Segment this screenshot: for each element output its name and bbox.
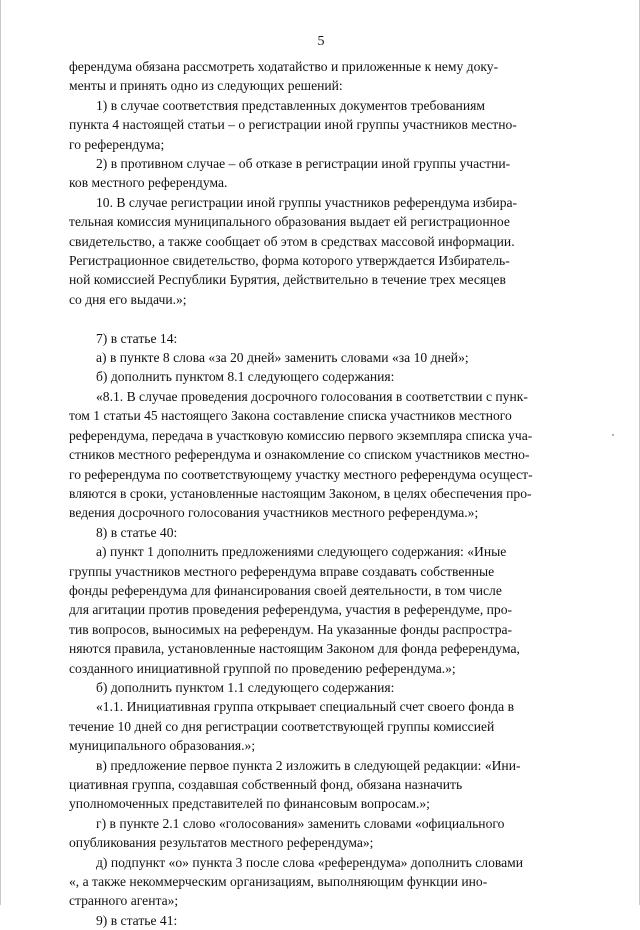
text-line: б) дополнить пунктом 1.1 следующего содержания:	[96, 679, 395, 695]
page-number: 5	[317, 34, 325, 49]
text-line: ной комиссией Республики Бурятия, действительно в течение трех месяцев	[69, 272, 506, 288]
text-line: няются правила, установленные настоящим Законом для фонда референдума,	[69, 641, 520, 657]
text-line: 7) в статье 14:	[96, 330, 178, 346]
text-line: группы участников местного референдума вправе создавать собственные	[69, 563, 495, 579]
document-body	[69, 57, 579, 930]
text-line: референдума, передача в участковую комиссию первого экземпляра списка уча-	[69, 427, 533, 443]
text-line: а) пункт 1 дополнить предложениями следующего содержания: «Иные	[96, 544, 507, 560]
text-line: уполномоченных представителей по финансовым вопросам.»;	[69, 796, 430, 812]
text-line: ферендума обязана рассмотреть ходатайство и приложенные к нему доку-	[69, 59, 499, 74]
text-line: а) в пункте 8 слова «за 20 дней» заменить словами «за 10 дней»;	[96, 350, 469, 366]
text-line: в) предложение первое пункта 2 изложить в следующей редакции: «Ини-	[96, 757, 521, 773]
blank-line	[69, 309, 579, 328]
text-line: пункта 4 настоящей статьи – о регистрации иной группы участников местно-	[69, 117, 517, 133]
text-line: тельная комиссия муниципального образования выдает ей регистрационное	[69, 214, 510, 230]
text-line: течение 10 дней со дня регистрации соответствующей группы комиссией	[69, 718, 495, 734]
text-line: 8) в статье 40:	[96, 524, 178, 540]
text-line: 2) в противном случае – об отказе в регистрации иной группы участни-	[96, 156, 511, 172]
text-line: том 1 статьи 45 настоящего Закона составление списка участников местного	[69, 408, 512, 424]
text-line: б) дополнить пунктом 8.1 следующего содержания:	[96, 369, 395, 385]
text-line: д) подпункт «о» пункта 3 после слова «референдума» дополнить словами	[96, 854, 524, 870]
text-line: муниципального образования.»;	[69, 738, 256, 754]
text-line: менты и принять одно из следующих решений:	[69, 78, 343, 94]
text-line: ков местного референдума.	[69, 175, 228, 191]
text-line: опубликования результатов местного референдума»;	[69, 835, 374, 851]
text-line: со дня его выдачи.»;	[69, 291, 187, 307]
scan-speck	[612, 434, 614, 436]
text-line: свидетельство, а также сообщает об этом в средствах массовой информации.	[69, 233, 515, 249]
text-line: го референдума;	[69, 136, 165, 152]
text-line: «8.1. В случае проведения досрочного голосования в соответствии с пунк-	[96, 388, 528, 404]
text-line: 9) в статье 41:	[96, 912, 178, 928]
text-line: тив вопросов, выносимых на референдум. На указанные фонды распростра-	[69, 621, 513, 637]
text-line: «1.1. Инициативная группа открывает специальный счет своего фонда в	[96, 699, 515, 715]
text-line: 10. В случае регистрации иной группы участников референдума избира-	[96, 194, 518, 210]
text-line: го референдума по соответствующему участку местного референдума осущест-	[69, 466, 533, 482]
text-line: 1) в случае соответствия представленных документов требованиям	[96, 97, 485, 113]
text-line: стников местного референдума и ознакомление со списком участников местно-	[69, 447, 530, 463]
text-line: вляются в сроки, установленные настоящим Законом, в целях обеспечения про-	[69, 485, 532, 501]
text-line: созданного инициативной группой по проведению референдума.»;	[69, 660, 456, 676]
text-line: странного агента»;	[69, 893, 179, 909]
text-line: ведения досрочного голосования участников местного референдума.»;	[69, 505, 479, 521]
text-line: для агитации против проведения референдума, участия в референдуме, про-	[69, 602, 513, 618]
text-line: г) в пункте 2.1 слово «голосования» заменить словами «официального	[96, 815, 505, 831]
text-line: Регистрационное свидетельство, форма которого утверждается Избиратель-	[69, 253, 510, 269]
text-line: фонды референдума для финансирования своей деятельности, в том числе	[69, 582, 502, 598]
text-line: циативная группа, создавшая собственный фонд, обязана назначить	[69, 777, 463, 793]
text-line: «, а также некоммерческим организациям, выполняющим функции ино-	[69, 874, 488, 890]
